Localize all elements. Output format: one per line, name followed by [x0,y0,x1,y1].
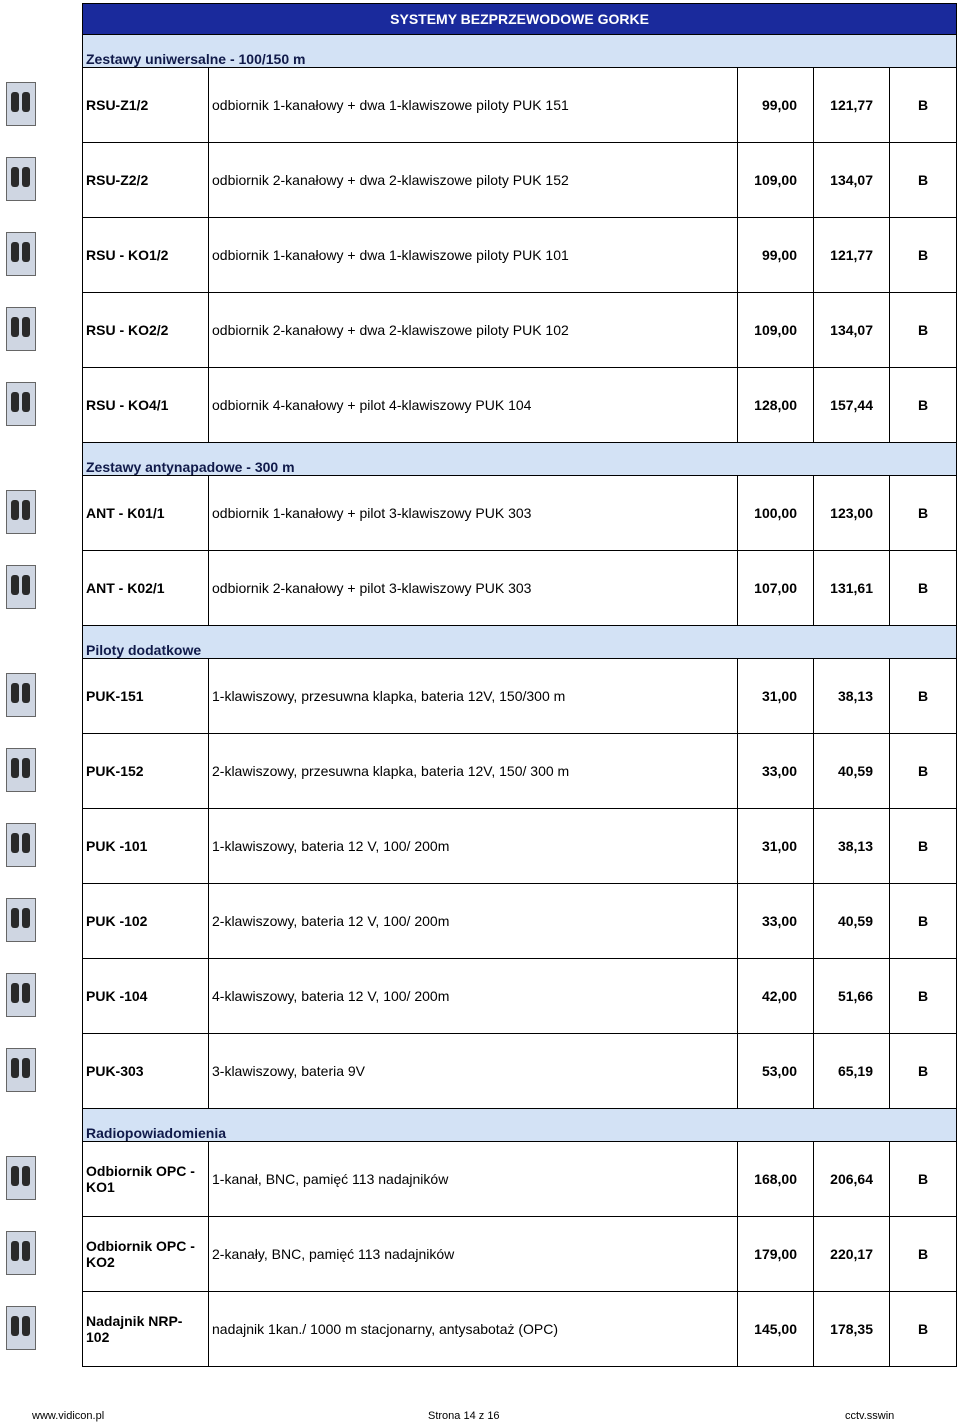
product-photo-icon [6,307,38,351]
price-class: B [890,551,957,626]
product-row [83,476,957,551]
product-code: ANT - K02/1 [83,551,209,626]
product-description: 1-klawiszowy, bateria 12 V, 100/ 200m [209,809,738,884]
net-price: 99,00 [738,68,814,143]
price-class: B [890,809,957,884]
product-code: PUK-151 [83,659,209,734]
section-header [83,35,957,68]
section-header [83,443,957,476]
net-price: 33,00 [738,734,814,809]
gross-price: 51,66 [814,959,890,1034]
title-banner [83,4,957,35]
gross-price: 121,77 [814,68,890,143]
product-row [83,1217,957,1292]
product-description: 2-klawiszowy, bateria 12 V, 100/ 200m [209,884,738,959]
product-photo-icon [6,157,38,201]
net-price: 99,00 [738,218,814,293]
section-title: Zestawy antynapadowe - 300 m [83,443,957,476]
product-code: RSU-Z1/2 [83,68,209,143]
product-code: PUK -104 [83,959,209,1034]
gross-price: 178,35 [814,1292,890,1367]
product-code: PUK-152 [83,734,209,809]
product-row [83,809,957,884]
product-row [83,884,957,959]
net-price: 107,00 [738,551,814,626]
product-row [83,734,957,809]
section-title: Radiopowiadomienia [83,1109,957,1142]
product-photo-icon [6,673,38,717]
gross-price: 40,59 [814,884,890,959]
product-row [83,1034,957,1109]
product-photo-icon [6,232,38,276]
net-price: 168,00 [738,1142,814,1217]
product-row [83,293,957,368]
product-description: 3-klawiszowy, bateria 9V [209,1034,738,1109]
gross-price: 157,44 [814,368,890,443]
price-class: B [890,734,957,809]
gross-price: 134,07 [814,293,890,368]
product-description: nadajnik 1kan./ 1000 m stacjonarny, antysabotaż (OPC) [209,1292,738,1367]
product-photo-icon [6,490,38,534]
price-class: B [890,1142,957,1217]
product-code: Odbiornik OPC - KO2 [83,1217,209,1292]
section-header [83,626,957,659]
price-table [82,3,957,1367]
product-photo-icon [6,898,38,942]
product-row [83,1292,957,1367]
product-code: RSU - KO4/1 [83,368,209,443]
price-class: B [890,368,957,443]
net-price: 109,00 [738,143,814,218]
product-photo-icon [6,1231,38,1275]
gross-price: 38,13 [814,809,890,884]
product-code: PUK -102 [83,884,209,959]
product-description: odbiornik 1-kanałowy + dwa 1-klawiszowe piloty PUK 101 [209,218,738,293]
product-description: odbiornik 1-kanałowy + pilot 3-klawiszowy PUK 303 [209,476,738,551]
product-photo-icon [6,565,38,609]
price-class: B [890,659,957,734]
product-photo-icon [6,1156,38,1200]
product-description: 1-kanał, BNC, pamięć 113 nadajników [209,1142,738,1217]
product-description: odbiornik 2-kanałowy + dwa 2-klawiszowe piloty PUK 102 [209,293,738,368]
price-class: B [890,476,957,551]
product-code: RSU - KO2/2 [83,293,209,368]
page-title: SYSTEMY BEZPRZEWODOWE GORKE [83,4,957,35]
product-description: 2-kanały, BNC, pamięć 113 nadajników [209,1217,738,1292]
gross-price: 206,64 [814,1142,890,1217]
product-photo-icon [6,823,38,867]
product-photo-icon [6,1306,38,1350]
net-price: 31,00 [738,809,814,884]
product-row [83,143,957,218]
net-price: 128,00 [738,368,814,443]
gross-price: 220,17 [814,1217,890,1292]
price-class: B [890,218,957,293]
product-row [83,368,957,443]
gross-price: 40,59 [814,734,890,809]
product-row [83,218,957,293]
gross-price: 65,19 [814,1034,890,1109]
product-description: odbiornik 4-kanałowy + pilot 4-klawiszowy PUK 104 [209,368,738,443]
gross-price: 38,13 [814,659,890,734]
net-price: 42,00 [738,959,814,1034]
product-code: PUK-303 [83,1034,209,1109]
price-class: B [890,1034,957,1109]
footer-page-number: Strona 14 z 16 [428,1410,500,1422]
product-photo-icon [6,82,38,126]
product-photo-icon [6,1048,38,1092]
product-code: Odbiornik OPC - KO1 [83,1142,209,1217]
net-price: 145,00 [738,1292,814,1367]
product-code: Nadajnik NRP-102 [83,1292,209,1367]
section-title: Piloty dodatkowe [83,626,957,659]
price-class: B [890,143,957,218]
product-row [83,551,957,626]
product-row [83,959,957,1034]
price-class: B [890,1217,957,1292]
gross-price: 134,07 [814,143,890,218]
product-description: odbiornik 2-kanałowy + pilot 3-klawiszowy PUK 303 [209,551,738,626]
price-class: B [890,293,957,368]
net-price: 179,00 [738,1217,814,1292]
footer-website: www.vidicon.pl [32,1410,105,1422]
gross-price: 121,77 [814,218,890,293]
product-code: PUK -101 [83,809,209,884]
product-description: odbiornik 2-kanałowy + dwa 2-klawiszowe piloty PUK 152 [209,143,738,218]
product-description: 4-klawiszowy, bateria 12 V, 100/ 200m [209,959,738,1034]
price-class: B [890,959,957,1034]
net-price: 109,00 [738,293,814,368]
product-photo-icon [6,973,38,1017]
footer-source: cctv.sswin [845,1410,895,1422]
product-code: RSU - KO1/2 [83,218,209,293]
product-row [83,1142,957,1217]
product-code: RSU-Z2/2 [83,143,209,218]
section-header [83,1109,957,1142]
product-row [83,68,957,143]
price-class: B [890,1292,957,1367]
price-class: B [890,68,957,143]
gross-price: 131,61 [814,551,890,626]
product-description: odbiornik 1-kanałowy + dwa 1-klawiszowe piloty PUK 151 [209,68,738,143]
product-photo-icon [6,382,38,426]
net-price: 33,00 [738,884,814,959]
product-photo-icon [6,748,38,792]
product-code: ANT - K01/1 [83,476,209,551]
product-description: 2-klawiszowy, przesuwna klapka, bateria 12V, 150/ 300 m [209,734,738,809]
product-description: 1-klawiszowy, przesuwna klapka, bateria 12V, 150/300 m [209,659,738,734]
net-price: 31,00 [738,659,814,734]
price-class: B [890,884,957,959]
product-row [83,659,957,734]
gross-price: 123,00 [814,476,890,551]
net-price: 100,00 [738,476,814,551]
net-price: 53,00 [738,1034,814,1109]
section-title: Zestawy uniwersalne - 100/150 m [83,35,957,68]
